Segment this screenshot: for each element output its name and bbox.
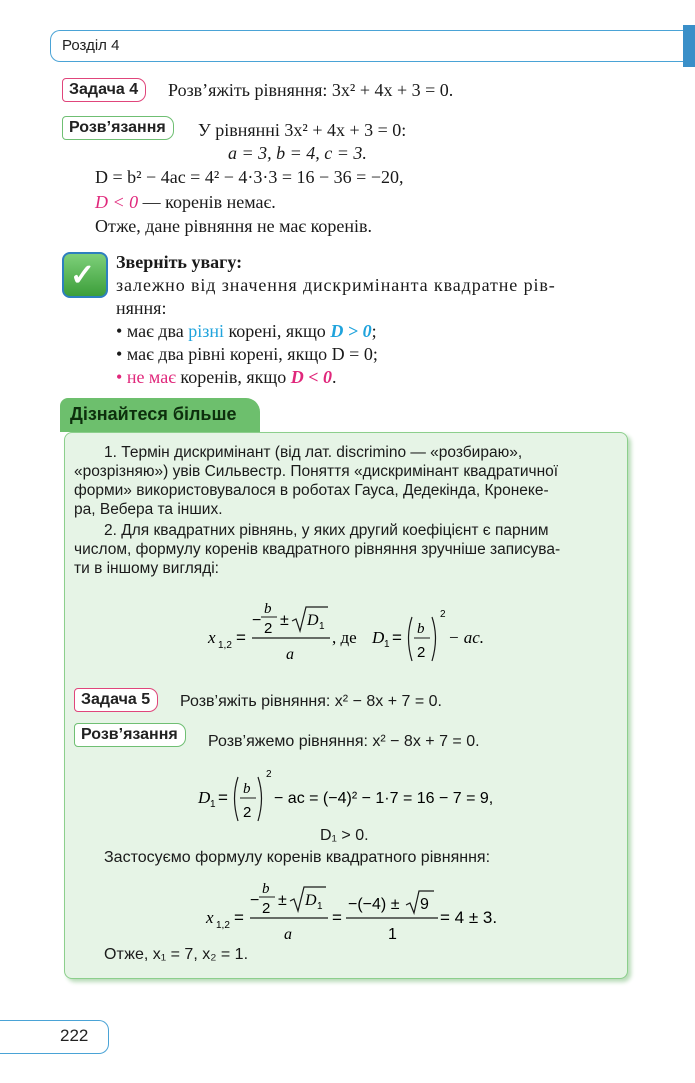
svg-text:=: = bbox=[218, 788, 228, 807]
task4-line4-rest: — коренів немає. bbox=[138, 192, 276, 212]
task5-answer: Отже, x₁ = 7, x₂ = 1. bbox=[104, 946, 249, 963]
task4-solution-label: Розв’язання bbox=[62, 116, 174, 140]
svg-text:2: 2 bbox=[264, 620, 273, 637]
attention-title: Зверніть увагу: bbox=[116, 252, 243, 272]
svg-text:D: D bbox=[307, 612, 319, 629]
svg-text:−: − bbox=[250, 892, 260, 909]
task4-conclusion: Отже, дане рівняння не має коренів. bbox=[95, 216, 373, 236]
svg-text:9: 9 bbox=[420, 896, 429, 913]
task4-text: Розв’яжіть рівняння: 3x² + 4x + 3 = 0. bbox=[168, 80, 454, 100]
svg-text:1: 1 bbox=[319, 621, 325, 632]
task5-label: Задача 5 bbox=[74, 688, 158, 712]
header-accent bbox=[683, 25, 695, 67]
check-icon-box bbox=[62, 252, 108, 298]
bullet3-b: коренів, якщо bbox=[175, 367, 291, 387]
section-title: Розділ 4 bbox=[62, 37, 120, 54]
formula-where: , де bbox=[332, 628, 357, 647]
task4-line3: D = b² − 4ac = 4² − 4·3·3 = 16 − 36 = −20, bbox=[95, 167, 404, 187]
learn-more-title: Дізнайтеся більше bbox=[70, 404, 237, 424]
bullet2-text: має два рівні корені, якщо D = 0; bbox=[126, 344, 378, 364]
task4-line4-cond: D < 0 bbox=[95, 192, 139, 212]
svg-text:1: 1 bbox=[388, 926, 397, 943]
task4-line1: У рівнянні 3x² + 4x + 3 = 0: bbox=[198, 120, 407, 140]
bullet3-cond: D < 0 bbox=[290, 367, 333, 387]
page-number-box bbox=[0, 1020, 109, 1054]
svg-text:1,2: 1,2 bbox=[216, 920, 230, 931]
bullet3-end: . bbox=[332, 367, 337, 387]
svg-text:b: b bbox=[264, 601, 272, 617]
bullet3-highlight: не має bbox=[126, 367, 176, 387]
header-bar bbox=[50, 30, 691, 62]
svg-text:b: b bbox=[417, 621, 425, 637]
attention-bullet-2: • має два рівні корені, якщо D = 0; bbox=[116, 344, 378, 364]
bullet1-end: ; bbox=[371, 321, 377, 341]
learn-p1-line2: «розрізняю») увів Сильвестр. Поняття «дискримінант квадратичної bbox=[74, 463, 559, 480]
svg-text:D: D bbox=[198, 788, 211, 807]
svg-text:b: b bbox=[262, 881, 270, 897]
learn-p1-line3: форми» використовувалося в роботах Гауса, Дедекінда, Кронеке- bbox=[74, 482, 549, 499]
bullet1-cond: D > 0 bbox=[330, 321, 372, 341]
svg-text:=: = bbox=[236, 628, 246, 647]
task5-text: Розв’яжіть рівняння: x² − 8x + 7 = 0. bbox=[180, 693, 442, 710]
svg-text:x: x bbox=[206, 908, 214, 927]
bullet1-highlight: різні bbox=[188, 321, 224, 341]
svg-text:2: 2 bbox=[417, 644, 426, 661]
task4-label: Задача 4 bbox=[62, 78, 146, 102]
task5-d1-positive: D₁ > 0. bbox=[320, 827, 369, 844]
svg-text:2: 2 bbox=[243, 804, 252, 821]
svg-text:=: = bbox=[234, 908, 244, 927]
bullet1-b: корені, якщо bbox=[223, 321, 331, 341]
task5-solution-label: Розв’язання bbox=[74, 723, 186, 747]
formula-sub: 1,2 bbox=[218, 640, 232, 651]
task5-roots-formula bbox=[200, 875, 510, 945]
svg-text:2: 2 bbox=[266, 769, 272, 780]
task4-line4 bbox=[95, 192, 276, 213]
formula-x: x bbox=[208, 628, 216, 647]
task5-line1: Розв’яжемо рівняння: x² − 8x + 7 = 0. bbox=[208, 733, 480, 750]
d1-formula-rest: − ac = (−4)² − 1·7 = 16 − 7 = 9, bbox=[274, 790, 494, 807]
learn-p2-line1: 2. Для квадратних рівнянь, у яких другий коефіцієнт є парним bbox=[104, 522, 549, 539]
svg-text:b: b bbox=[243, 781, 251, 797]
learn-p1-line1: 1. Термін дискримінант (від лат. discrimino — «розбираю», bbox=[104, 444, 523, 461]
attention-bullet-3: • не має коренів, якщо D < 0. bbox=[116, 367, 337, 387]
svg-text:±: ± bbox=[280, 612, 289, 629]
svg-text:±: ± bbox=[278, 892, 287, 909]
page-number: 222 bbox=[60, 1026, 89, 1045]
formula-rest: − ac. bbox=[448, 628, 485, 647]
svg-text:a: a bbox=[286, 646, 294, 663]
checkmark-icon: ✓ bbox=[70, 258, 96, 293]
attention-intro-2: няння: bbox=[116, 298, 167, 318]
learn-p1-line4: ра, Вебера та інших. bbox=[74, 501, 223, 518]
svg-text:−(−4) ±: −(−4) ± bbox=[348, 896, 400, 913]
svg-text:a: a bbox=[284, 926, 292, 943]
task4-line2: a = 3, b = 4, c = 3. bbox=[228, 143, 367, 163]
task5-calc: = 4 ± 3. bbox=[440, 908, 498, 927]
attention-bullet-1: • має два різні корені, якщо D > 0; bbox=[116, 321, 377, 341]
svg-text:D: D bbox=[305, 892, 317, 909]
formula-d1: D bbox=[372, 628, 385, 647]
svg-text:2: 2 bbox=[262, 900, 271, 917]
svg-text:1: 1 bbox=[384, 639, 390, 650]
svg-text:=: = bbox=[332, 908, 342, 927]
roots-formula bbox=[200, 595, 500, 670]
learn-p2-line2: числом, формулу коренів квадратного рівняння зручніше записува- bbox=[74, 541, 561, 558]
task5-apply: Застосуємо формулу коренів квадратного рівняння: bbox=[104, 849, 491, 866]
svg-text:1: 1 bbox=[317, 901, 323, 912]
svg-text:2: 2 bbox=[440, 609, 446, 620]
svg-text:=: = bbox=[392, 628, 402, 647]
bullet1-a: має два bbox=[126, 321, 189, 341]
attention-intro-1: залежно від значення дискримінанта квадратне рів- bbox=[116, 275, 556, 295]
learn-p2-line3: ти в іншому вигляді: bbox=[74, 560, 219, 577]
d1-formula bbox=[190, 763, 510, 825]
svg-text:1: 1 bbox=[210, 799, 216, 810]
svg-text:−: − bbox=[252, 612, 262, 629]
